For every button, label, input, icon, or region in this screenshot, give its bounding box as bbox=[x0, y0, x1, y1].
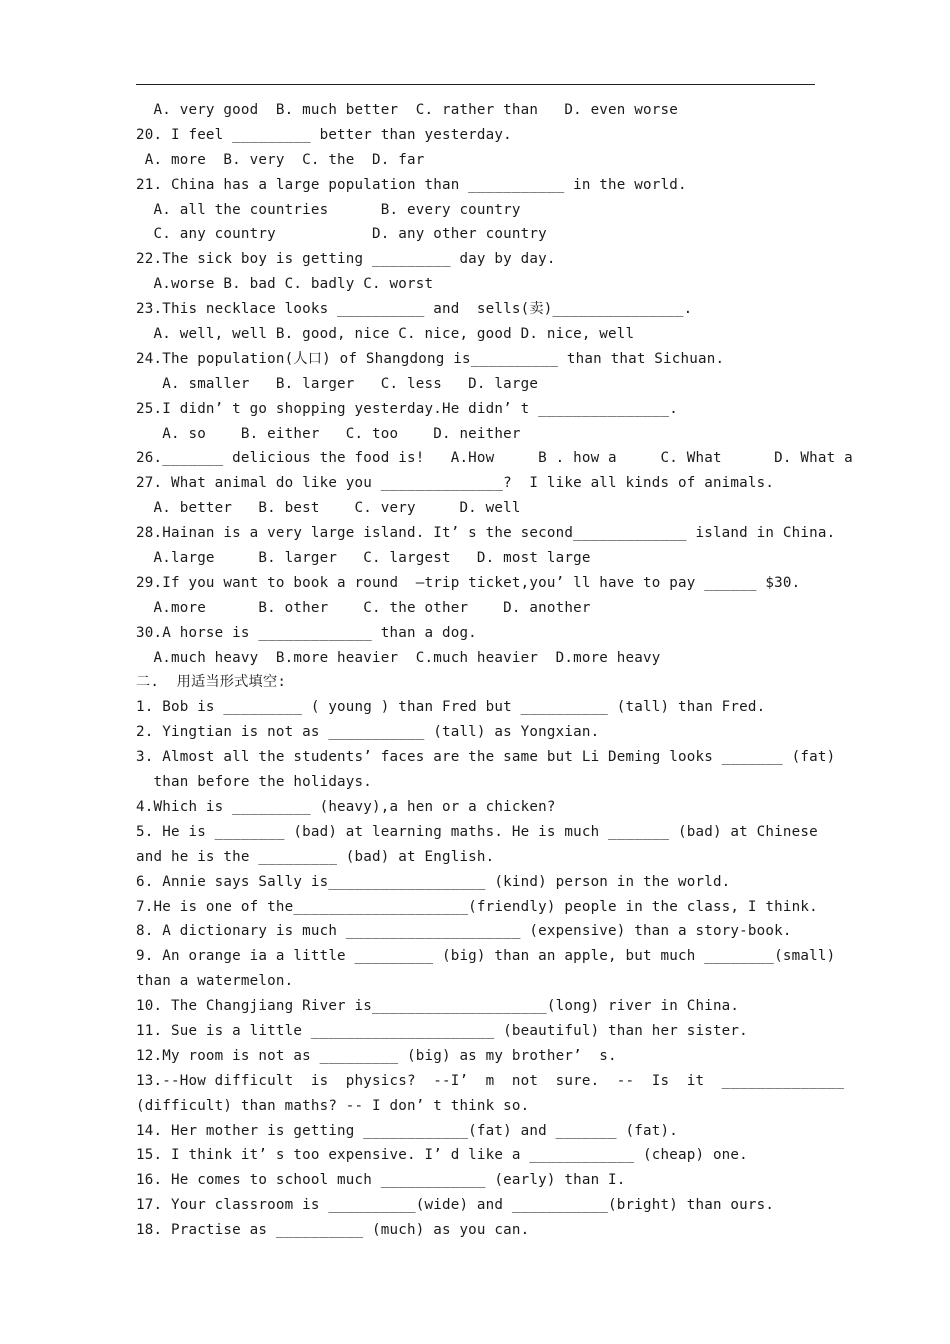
text-line: 7.He is one of the____________________(friendly) people in the class, I think. bbox=[136, 898, 818, 915]
text-line: 18. Practise as __________ (much) as you can. bbox=[136, 1222, 530, 1239]
text-line: 24.The population(人口) of Shangdong is__________ than that Sichuan. bbox=[136, 350, 725, 367]
text-line: A. all the countries B. every country bbox=[136, 201, 521, 218]
text-line: 22.The sick boy is getting _________ day by day. bbox=[136, 251, 556, 268]
text-line: 2. Yingtian is not as ___________ (tall) as Yongxian. bbox=[136, 724, 600, 741]
text-line: 28.Hainan is a very large island. It’ s the second_____________ island in China. bbox=[136, 525, 836, 542]
text-line: 26._______ delicious the food is! A.How B . how a C. What D. What a bbox=[136, 450, 853, 467]
text-line: A. well, well B. good, nice C. nice, good D. nice, well bbox=[136, 326, 635, 343]
text-line: A.more B. other C. the other D. another bbox=[136, 599, 591, 616]
text-line: 16. He comes to school much ____________ (early) than I. bbox=[136, 1172, 626, 1189]
text-line: A.much heavy B.more heavier C.much heavier D.more heavy bbox=[136, 649, 661, 666]
text-line: than a watermelon. bbox=[136, 973, 294, 990]
text-line: 11. Sue is a little _____________________ (beautiful) than her sister. bbox=[136, 1022, 748, 1039]
section-heading: 二. 用适当形式填空: bbox=[136, 674, 287, 691]
text-line: 21. China has a large population than ___________ in the world. bbox=[136, 176, 687, 193]
text-line: 13.--How difficult is physics? --I’ m not sure. -- Is it ______________ bbox=[136, 1072, 845, 1089]
text-line: 1. Bob is _________ ( young ) than Fred but __________ (tall) than Fred. bbox=[136, 699, 766, 716]
text-line: 17. Your classroom is __________(wide) and ___________(bright) than ours. bbox=[136, 1197, 775, 1214]
text-line: 14. Her mother is getting ____________(fat) and _______ (fat). bbox=[136, 1122, 678, 1139]
header-rule bbox=[136, 84, 815, 85]
text-line: 30.A horse is _____________ than a dog. bbox=[136, 624, 477, 641]
text-line: A.large B. larger C. largest D. most large bbox=[136, 550, 591, 567]
text-line: 29.If you want to book a round –trip ticket,you’ ll have to pay ______ $30. bbox=[136, 574, 801, 591]
text-line: 9. An orange ia a little _________ (big) than an apple, but much ________(small) bbox=[136, 948, 836, 965]
text-line: 6. Annie says Sally is__________________ (kind) person in the world. bbox=[136, 873, 731, 890]
text-line: A.worse B. bad C. badly C. worst bbox=[136, 276, 434, 293]
text-line: 4.Which is _________ (heavy),a hen or a chicken? bbox=[136, 798, 556, 815]
text-line: (difficult) than maths? -- I don’ t think so. bbox=[136, 1097, 530, 1114]
text-line: A. very good B. much better C. rather than D. even worse bbox=[136, 102, 678, 118]
exercise-content bbox=[136, 98, 853, 1243]
text-line: A. so B. either C. too D. neither bbox=[136, 425, 521, 442]
text-line: 25.I didn’ t go shopping yesterday.He didn’ t _______________. bbox=[136, 400, 678, 417]
text-line: A. smaller B. larger C. less D. large bbox=[136, 375, 539, 392]
text-line: 27. What animal do like you ______________? I like all kinds of animals. bbox=[136, 475, 775, 492]
text-line: than before the holidays. bbox=[136, 774, 373, 791]
text-line: and he is the _________ (bad) at English. bbox=[136, 848, 495, 865]
text-line: A. more B. very C. the D. far bbox=[136, 151, 425, 168]
text-line: A. better B. best C. very D. well bbox=[136, 500, 521, 517]
text-line: C. any country D. any other country bbox=[136, 226, 547, 243]
text-line: 23.This necklace looks __________ and sells(卖)_______________. bbox=[136, 301, 693, 318]
text-line: 8. A dictionary is much ____________________ (expensive) than a story-book. bbox=[136, 923, 792, 940]
text-line: 5. He is ________ (bad) at learning maths. He is much _______ (bad) at Chinese bbox=[136, 823, 818, 840]
text-line: 20. I feel _________ better than yesterday. bbox=[136, 126, 512, 143]
text-line: 12.My room is not as _________ (big) as my brother’ s. bbox=[136, 1047, 617, 1064]
text-line: 15. I think it’ s too expensive. I’ d like a ____________ (cheap) one. bbox=[136, 1147, 748, 1164]
text-line: 3. Almost all the students’ faces are the same but Li Deming looks _______ (fat) bbox=[136, 749, 836, 766]
text-line: 10. The Changjiang River is____________________(long) river in China. bbox=[136, 998, 740, 1015]
